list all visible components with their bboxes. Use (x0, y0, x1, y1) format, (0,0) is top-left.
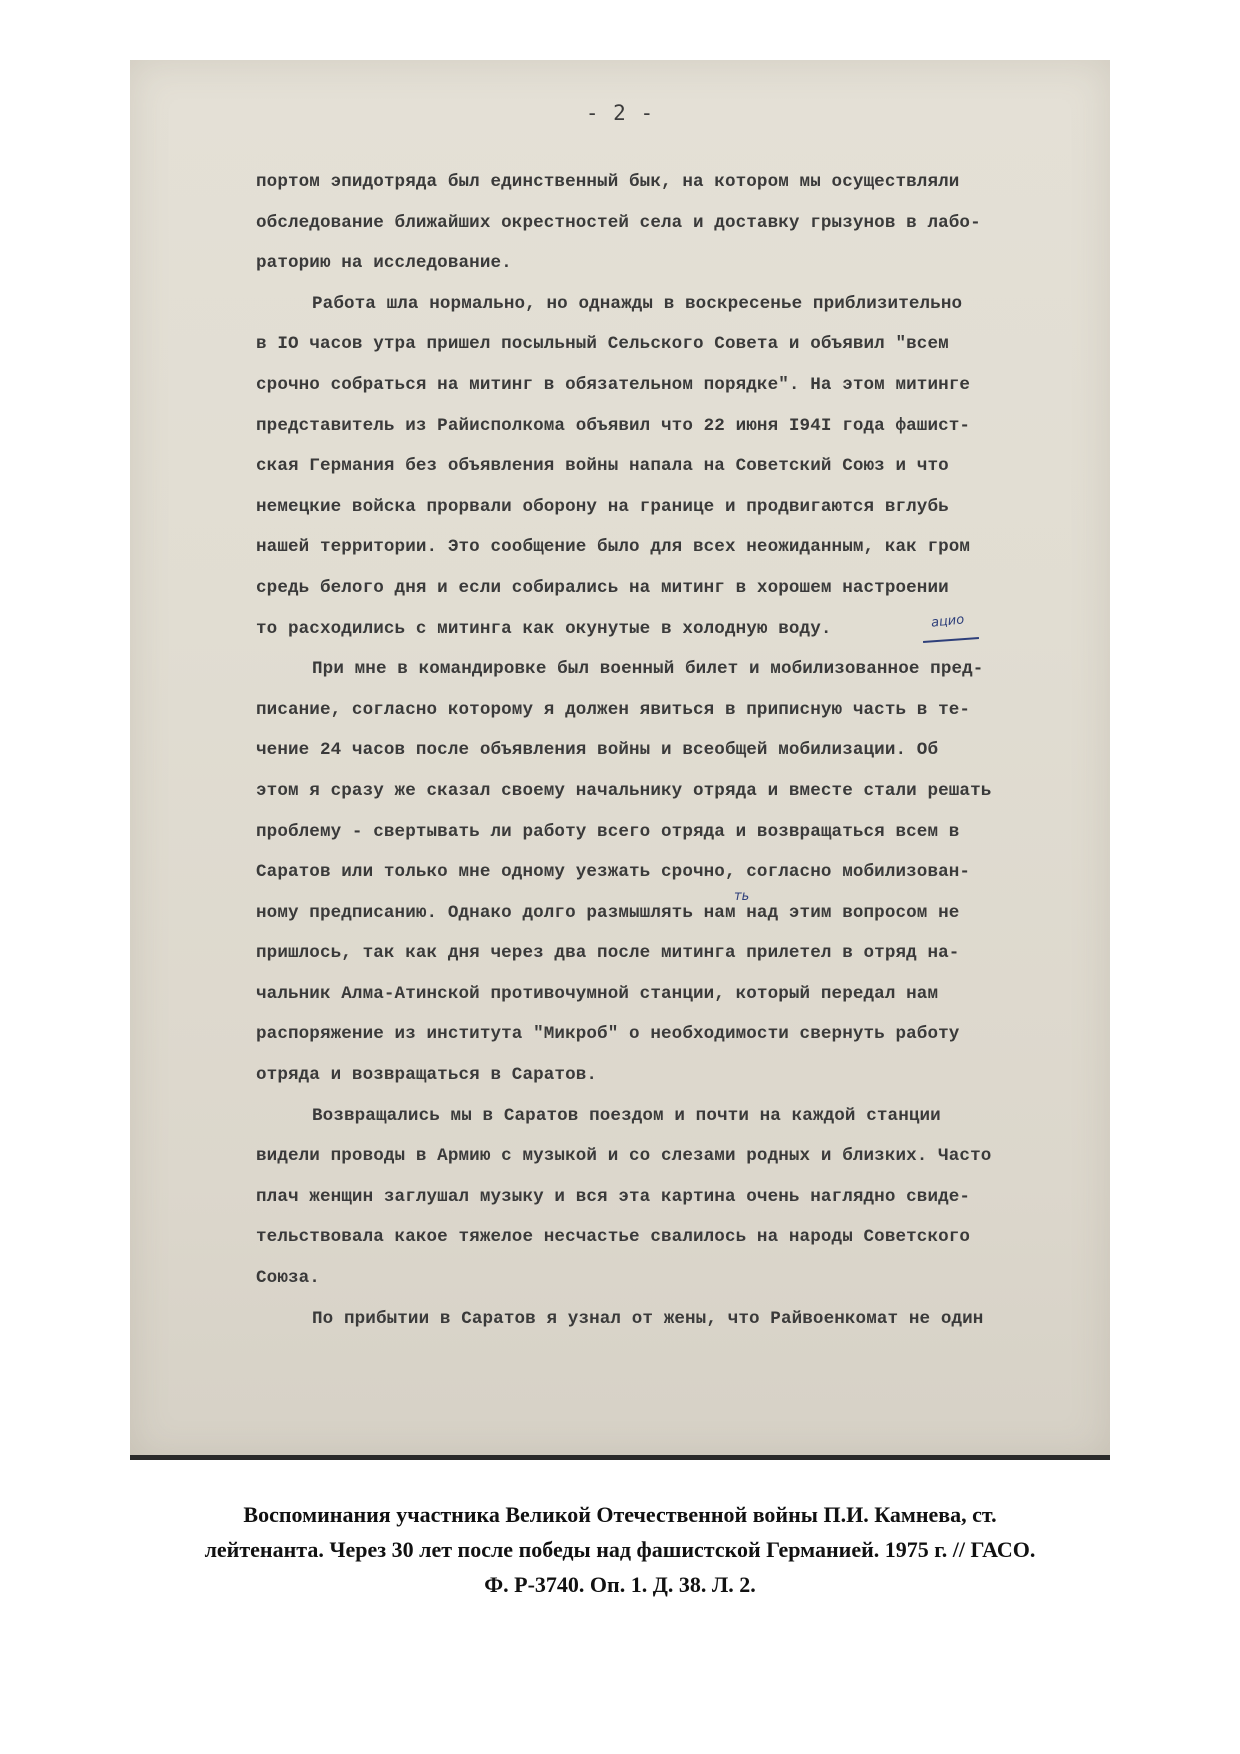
text-line: средь белого дня и если собирались на митинг в хорошем настроении (256, 577, 949, 598)
text-line: срочно собраться на митинг в обязательном порядке". На этом митинге (256, 374, 971, 395)
caption-line: Ф. Р-3740. Оп. 1. Д. 38. Л. 2. (484, 1572, 756, 1597)
handwritten-annotation: ацио (930, 612, 965, 631)
text-line: распоряжение из института "Микроб" о необходимости свернуть работу (256, 1024, 960, 1045)
text-line: видели проводы в Армию с музыкой и со слезами родных и близких. Часто (256, 1146, 992, 1167)
caption-line: Воспоминания участника Великой Отечественной войны П.И. Камнева, ст. (243, 1502, 997, 1527)
text-line: ному предписанию. Однако долго размышлять нам над этим вопросом не (256, 902, 960, 923)
caption-line: лейтенанта. Через 30 лет после победы над фашистской Германией. 1975 г. // ГАСО. (204, 1537, 1036, 1562)
text-line: то расходились с митинга как окунутые в холодную воду. (256, 618, 832, 639)
text-line: чальник Алма-Атинской противочумной станции, который передал нам (256, 983, 939, 1004)
text-line: в IO часов утра пришел посыльный Сельского Совета и объявил "всем (256, 334, 949, 355)
text-line: Возвращались мы в Саратов поездом и почти на каждой станции (312, 1105, 941, 1126)
scanned-document-page (130, 60, 1110, 1460)
text-line: Союза. (256, 1268, 320, 1289)
text-line: пришлось, так как дня через два после митинга прилетел в отряд на- (256, 943, 960, 964)
text-line: представитель из Райисполкома объявил что 22 июня I94I года фашист- (256, 415, 971, 436)
text-line: Саратов или только мне одному уезжать срочно, согласно мобилизован- (256, 862, 971, 883)
text-line: ская Германия без объявления войны напала на Советский Союз и что (256, 456, 949, 477)
text-line: раторию на исследование. (256, 253, 512, 274)
text-line: чение 24 часов после объявления войны и всеобщей мобилизации. Об (256, 740, 939, 761)
archival-caption (40, 1497, 1200, 1602)
text-line: По прибытии в Саратов я узнал от жены, что Райвоенкомат не один (312, 1308, 984, 1329)
text-line: плач женщин заглушал музыку и вся эта картина очень наглядно свиде- (256, 1186, 971, 1207)
scan-edge (130, 1455, 1110, 1460)
text-line: Работа шла нормально, но однажды в воскресенье приблизительно (312, 293, 963, 314)
text-line: проблему - свертывать ли работу всего отряда и возвращаться всем в (256, 821, 960, 842)
text-line: нашей территории. Это сообщение было для всех неожиданным, как гром (256, 537, 971, 558)
text-line: обследование ближайших окрестностей села и доставку грызунов в лабо- (256, 212, 981, 233)
handwritten-annotation: ть (734, 889, 750, 904)
typewritten-text-body (256, 162, 1126, 1339)
page-number: - 2 - (585, 101, 655, 125)
text-line: немецкие войска прорвали оборону на границе и продвигаются вглубь (256, 496, 949, 517)
text-line: портом эпидотряда был единственный бык, на котором мы осуществляли (256, 172, 960, 192)
text-line: этом я сразу же сказал своему начальнику отряда и вместе стали решать (256, 780, 992, 801)
text-line: отряда и возвращаться в Саратов. (256, 1065, 598, 1086)
text-line: писание, согласно которому я должен явиться в приписную часть в те- (256, 699, 971, 720)
text-line: При мне в командировке был военный билет и мобилизованное пред- (312, 659, 984, 680)
text-line: тельствовала какое тяжелое несчастье свалилось на народы Советского (256, 1227, 971, 1248)
